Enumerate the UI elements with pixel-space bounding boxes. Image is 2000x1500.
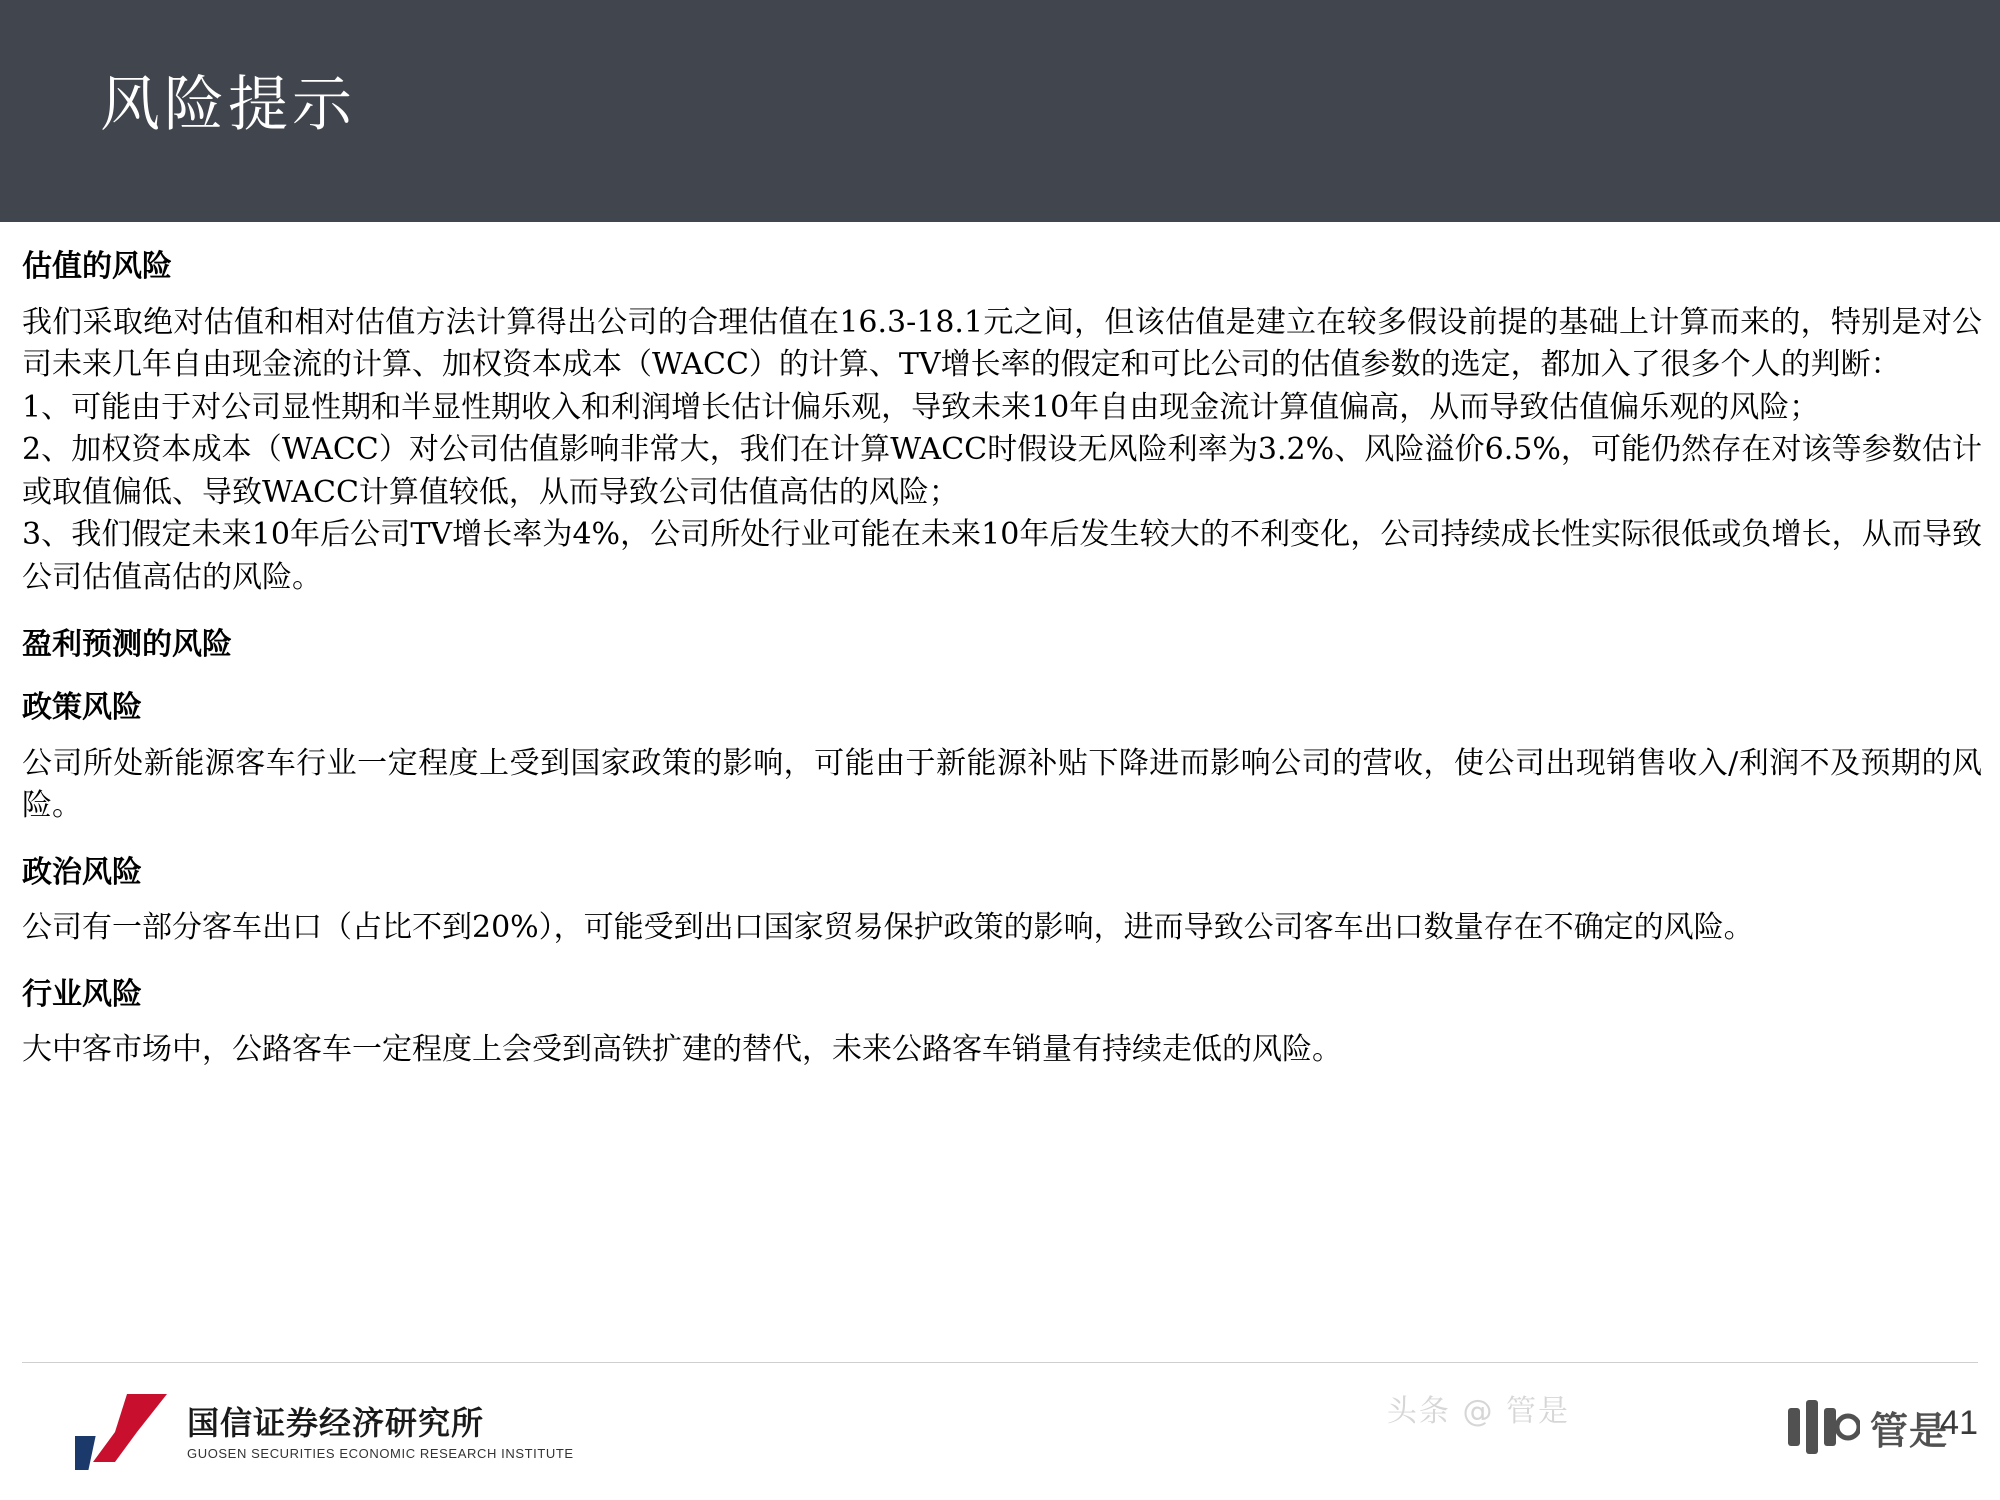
logo-name-cn: 国信证券经济研究所 [187,1404,485,1443]
header-band [0,0,2000,222]
paragraph: 3、我们假定未来10年后公司TV增长率为4%，公司所处行业可能在未来10年后发生较大的不利变化，公司持续成长性实际很低或负增长，从而导致公司估值高估的风险。 [22,517,1982,596]
section-heading: 政策风险 [22,690,142,726]
paragraph: 大中客市场中，公路客车一定程度上会受到高铁扩建的替代，未来公路客车销量有持续走低的风险。 [22,1032,1342,1068]
paragraph: 1、可能由于对公司显性期和半显性期收入和利润增长估计偏乐观，导致未来10年自由现金流计算值偏高，从而导致估值偏乐观的风险； [22,389,1820,425]
paragraph: 2、加权资本成本（WACC）对公司估值影响非常大，我们在计算WACC时假设无风险利率为3.2%、风险溢价6.5%，可能仍然存在对该等参数估计或取值偏低、导致WACC计算值较低，从而导致公司估值高估的风险； [22,432,1982,510]
logo-text [187,1405,574,1461]
paragraph: 我们采取绝对估值和相对估值方法计算得出公司的合理估值在16.3-18.1元之间，但该估值是建立在较多假设前提的基础上计算而来的，特别是对公司未来几年自由现金流的计算、加权资本成本（WACC）的计算、TV增长率的假定和可比公司的估值参数的选定，都加入了很多个人的判断： [22,304,1982,383]
footer-divider [22,1362,1978,1363]
page-title: 风险提示 [100,70,356,140]
logo-name-en: GUOSEN SECURITIES ECONOMIC RESEARCH INSTITUTE [187,1445,574,1461]
section-earnings-forecast-risk [22,626,1982,664]
section-policy-risk [22,689,1982,828]
section-valuation-risk [22,248,1982,600]
watermark-text: 管是 [1869,1408,1948,1453]
slide-content [22,248,1982,1072]
section-heading: 估值的风险 [22,249,172,284]
watermark [1786,1398,1948,1456]
toutiao-icon [1786,1398,1860,1456]
watermark-ghost-text: 头条 @ 管是 [1386,1394,1570,1429]
guosen-logo-icon [75,1392,171,1474]
section-industry-risk [22,976,1982,1072]
section-heading: 政治风险 [22,854,142,890]
paragraph: 公司有一部分客车出口（占比不到20%），可能受到出口国家贸易保护政策的影响，进而导致公司客车出口数量存在不确定的风险。 [22,910,1754,946]
company-logo [75,1392,574,1474]
section-heading: 盈利预测的风险 [22,626,232,662]
paragraph: 公司所处新能源客车行业一定程度上受到国家政策的影响，可能由于新能源补贴下降进而影响公司的营收，使公司出现销售收入/利润不及预期的风险。 [22,745,1982,824]
section-heading: 行业风险 [22,976,142,1012]
section-political-risk [22,854,1982,950]
page-number: 41 [1940,1404,1978,1442]
